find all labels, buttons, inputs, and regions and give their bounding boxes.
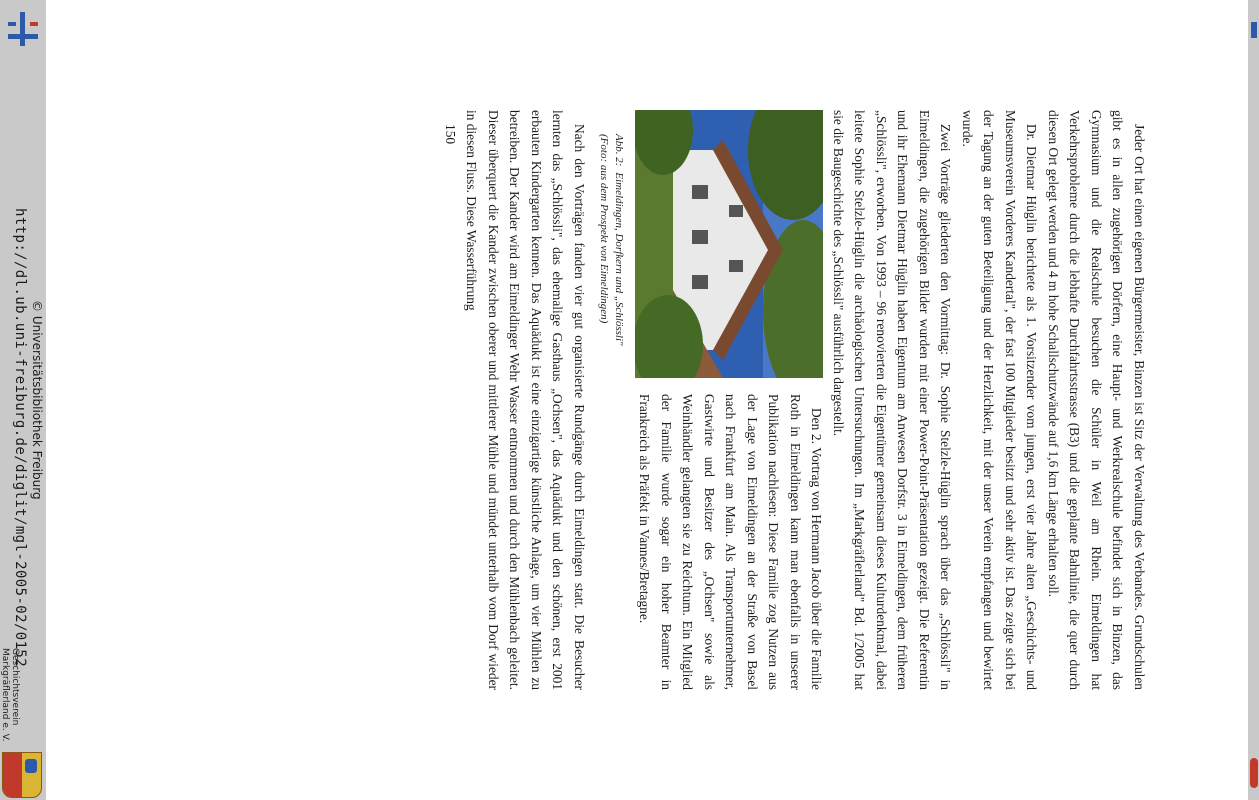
paragraph: Dr. Dietmar Hüglin berichtete als 1. Vorsitzender vom jungen, erst vier Jahre alten „Geschichts- und Museumsverein Vorderes Kandertal", der fast 100 Mitglieder besitzt und sehr aktiv ist. Das zeigte sich bei der Tagung an der guten Beteiligung und der Herzlichkeit, mit der unser Verein empfangen und bewirtet wurde. (960, 110, 1040, 690)
page-number: 150 (443, 124, 458, 145)
crest-fragment-icon (1250, 758, 1258, 788)
figure-caption-line2: (Foto: aus dem Prospekt von Eimeldingen) (598, 134, 610, 324)
library-logo-icon (6, 10, 40, 50)
figure-caption (596, 110, 626, 690)
paragraph: Nach den Vorträgen fanden vier gut organisierte Rundgänge durch Eimeldingen statt. Die Besucher lernten das „Schlössli", das ehemalige Gasthaus „Ochsen", das Aquädukt und den schönen, erst 2001 erbauten Kindergarten kennen. Das Aquädukt ist eine einzigartige künstliche Anlage, um vier Mühlen zu betreiben. Der Kander wird am Eimeldinger Wehr Wasser entnommen und durch den Mühlenbach geleitet. Dieser überquert die Kander zwischen oberer und mittlerer Mühle und mündet unterhalb vom Dorf wieder in diesen Fluss. Diese Wasserführung (464, 110, 587, 690)
paragraph: Den 2. Vortrag von Hermann Jacob über die Familie Roth in Eimeldingen kann man ebenfalls in unserer Publikation nachlesen: Diese Familie zog Nutzen aus der Lage von Eimeldingen an der Straße von Basel nach Frankfurt am Main. Als Transportunternehmer, Gastwirte und Besitzer des „Ochsen" sowie als Weinhändler gelangten sie zu Reichtum. Ein Mitglied der Familie wurde sogar ein hoher Beamter in Frankreich als Präfekt in Vannes/Bretagne. (637, 394, 825, 690)
paragraph: Zwei Vorträge gliederten den Vormittag: Dr. Sophie Stelzle-Hüglin sprach über das „Schlössli" in Eimeldingen, die zugehörigen Bilder wurden mit einer Power-Point-Präsentation gezeigt. Die Referentin und ihr Ehemann Dietmar Hüglin haben Eigentum am Anwesen Dorfstr. 3 in Eimeldingen, dem früheren „Schlössli", erworben. Von 1993 – 96 renovierten die Eigentümer gemeinsam dieses Kulturdenkmal, dabei leitete Sophie Stelzle-Hüglin die archäologischen Untersuchungen. Im „Markgräflerland" Bd. 1/2005 hat sie die Baugeschichte des „Schlössli" ausführlich dargestellt. (831, 110, 954, 690)
document-url[interactable]: http://dl.ub.uni-freiburg.de/diglit/mgl-2005-02/0152 (12, 208, 28, 668)
publisher-name-line2: Markgräflerland e. V. (0, 648, 10, 742)
right-margin-strip (1248, 0, 1259, 800)
figure (636, 110, 824, 378)
figure-photo (636, 110, 824, 378)
left-margin-strip (0, 0, 46, 800)
figure-label: Abb. 2: (613, 134, 625, 167)
copyright-notice: © Universitätsbibliothek Freiburg (30, 300, 44, 500)
paragraph: Jeder Ort hat einen eigenen Bürgermeister, Binzen ist Sitz der Verwaltung des Verbandes. Grundschulen gibt es in allen zugehörigen Dörfern, eine Haupt- und Werkrealschule befindet sich in Binzen, das Gymnasium und die Realschule besuchen die Schüler in Weil am Rhein. Eimeldingen hat Verkehrsprobleme durch die lebhafte Durchfahrtsstrasse (B3) und die geplante Bahnlinie, die quer durch diesen Ort gelegt werden und 4 m hohe Schallschutzwände auf 1,6 km Länge erhalten soll. (1046, 110, 1147, 690)
library-mark-icon (1251, 22, 1257, 38)
figure-caption-line1: Eimeldingen, Dorfkern und „Schlössli" (613, 172, 625, 346)
coat-of-arms-icon (2, 752, 42, 798)
publisher-name: Geschichtsverein (10, 648, 20, 726)
rotated-page (150, 110, 1150, 690)
